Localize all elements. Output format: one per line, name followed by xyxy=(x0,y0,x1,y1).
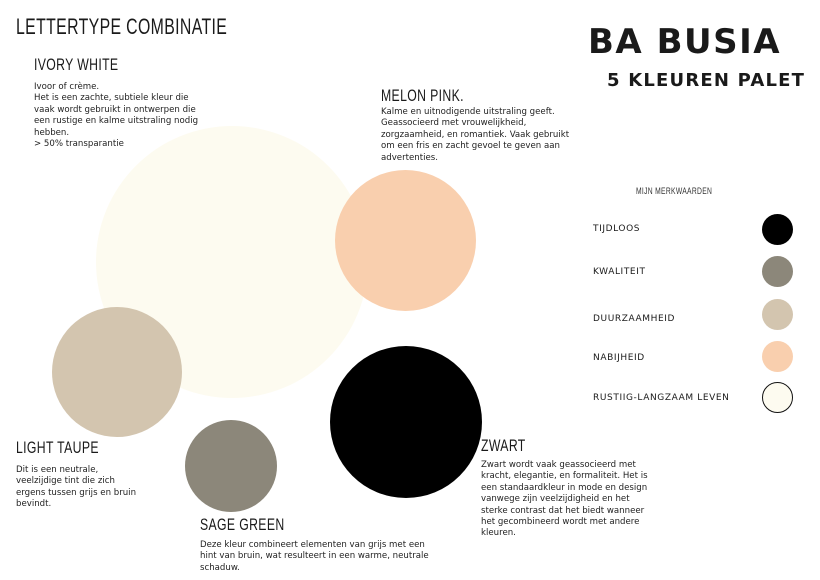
melon-pink-swatch xyxy=(335,170,476,311)
brand-title: BA BUSIA xyxy=(588,22,782,62)
brand-value-swatch xyxy=(762,256,793,287)
light-taupe-title: LIGHT TAUPE xyxy=(16,438,99,457)
brand-value-swatch xyxy=(762,214,793,245)
brand-subtitle: 5 KLEUREN PALET xyxy=(607,70,806,91)
brand-value-swatch xyxy=(762,382,793,413)
section-title: LETTERTYPE COMBINATIE xyxy=(16,14,228,39)
sage-green-description: Deze kleur combineert elementen van grijs met een hint van bruin, wat resulteert in een warme, neutrale schaduw. xyxy=(200,540,429,573)
ivory-white-description: Ivoor of crème. Het is een zachte, subtiele kleur die vaak wordt gebruikt in ontwerpen die een rustige en kalme uitstraling nodig hebben. > 50% transparantie xyxy=(34,82,199,150)
melon-pink-description: Kalme en uitnodigende uitstraling geeft. Geassocieerd met vrouwelijkheid, zorgzaamheid, en romantiek. Vaak gebruikt om een fris en zacht gevoel te geven aan advertenties. xyxy=(381,107,570,163)
ivory-white-title: IVORY WHITE xyxy=(34,55,119,74)
black-swatch xyxy=(330,346,482,498)
black-description: Zwart wordt vaak geassocieerd met kracht, elegantie, en formaliteit. Het is een standaardkleur in mode en design vanwege zijn veelzijdigheid en het sterke contrast dat het biedt wanneer het gecombineerd wordt met andere kleuren. xyxy=(481,460,648,539)
brand-value-label: DUURZAAMHEID xyxy=(593,314,676,324)
brand-values-heading: MIJN MERKWAARDEN xyxy=(636,186,713,196)
black-title: ZWART xyxy=(481,436,526,455)
sage-green-title: SAGE GREEN xyxy=(200,515,285,534)
brand-value-label: KWALITEIT xyxy=(593,267,646,277)
brand-value-swatch xyxy=(762,299,793,330)
brand-value-label: RUSTIIG-LANGZAAM LEVEN xyxy=(593,393,730,403)
brand-value-label: NABIJHEID xyxy=(593,353,645,363)
brand-value-label: TIJDLOOS xyxy=(593,224,641,234)
light-taupe-swatch xyxy=(52,307,182,437)
melon-pink-title: MELON PINK. xyxy=(381,86,464,105)
brand-value-swatch xyxy=(762,341,793,372)
light-taupe-description: Dit is een neutrale, veelzijdige tint die zich ergens tussen grijs en bruin bevindt. xyxy=(16,465,137,510)
sage-green-swatch xyxy=(185,420,277,512)
